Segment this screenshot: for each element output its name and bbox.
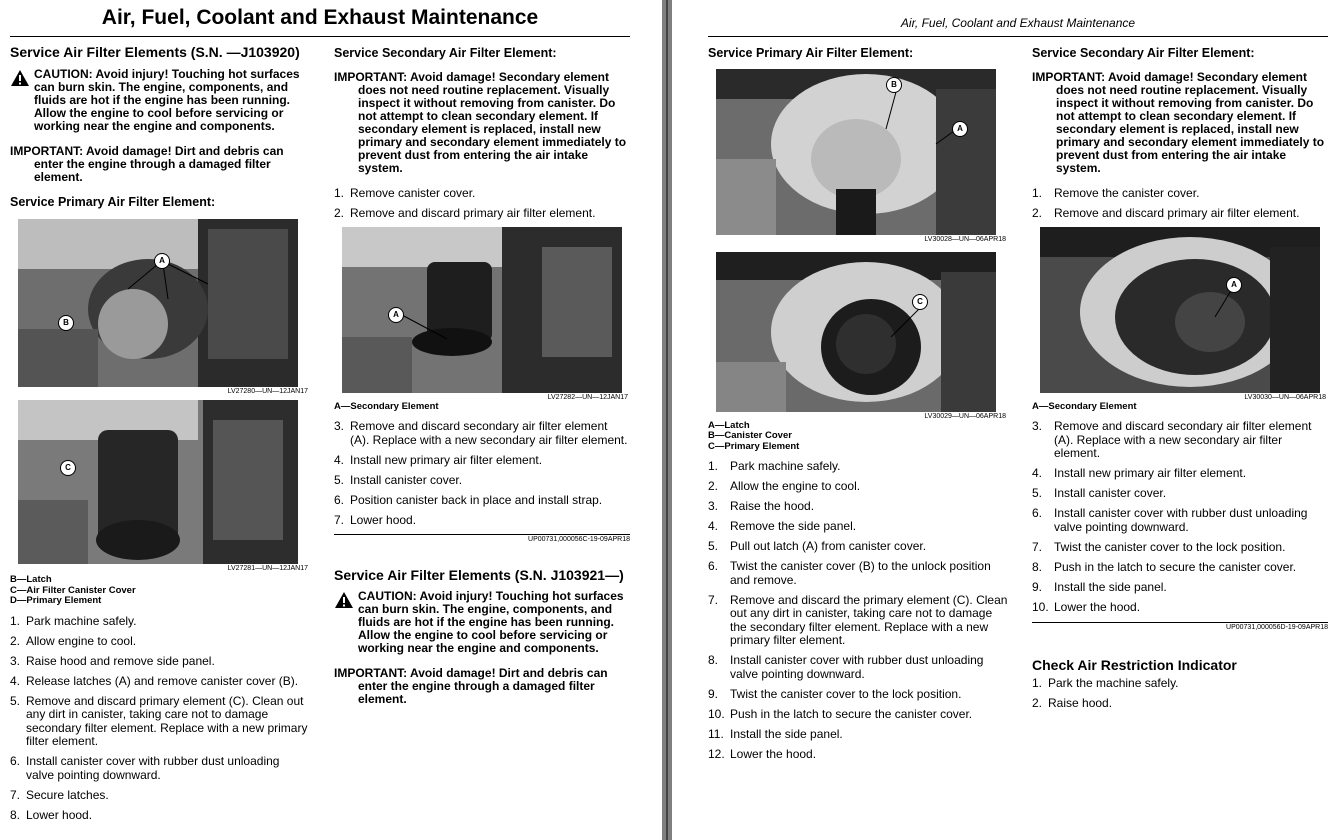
warning-triangle-icon — [334, 591, 354, 612]
subsection-heading: Service Secondary Air Filter Element: — [1032, 46, 1255, 60]
running-head: Air, Fuel, Coolant and Exhaust Maintenance — [900, 16, 1136, 30]
callout-b: B — [886, 77, 902, 93]
subsection-heading: Service Secondary Air Filter Element: — [334, 46, 557, 60]
right-page — [672, 0, 1342, 840]
list-item: 1. Remove the canister cover. — [1032, 185, 1200, 200]
callout-a: A — [1226, 277, 1242, 293]
list-item: 5. Pull out latch (A) from canister cover. — [708, 539, 927, 553]
steps-list — [1032, 420, 1328, 614]
list-item: 3. Raise hood and remove side panel. — [10, 653, 215, 668]
steps-list — [708, 460, 1008, 761]
steps-list — [10, 615, 310, 823]
list-item: 1. Park machine safely. — [10, 613, 137, 628]
list-item: 8. Install canister cover with rubber dust unloading valve pointing downward. — [708, 653, 984, 681]
list-item: 3. Raise the hood. — [708, 499, 815, 513]
list-item: 6. Install canister cover with rubber dust unloading valve pointing downward. — [1032, 506, 1308, 534]
left-column-1 — [10, 46, 310, 829]
list-item: 3. Remove and discard secondary air filter element (A). Replace with a new secondary air filter element. — [334, 419, 628, 447]
legend-item: B—Latch — [10, 574, 52, 585]
figure-code: LV30029—UN—06APR18 — [924, 412, 1006, 420]
figure-legend — [708, 421, 1008, 453]
canister-figure — [342, 227, 622, 393]
figure-code: LV27281—UN—12JAN17 — [227, 565, 308, 572]
list-item: 2. Remove and discard primary air filter element. — [1032, 205, 1300, 220]
figure-code: LV30028—UN—06APR18 — [924, 235, 1006, 243]
callout-a: A — [952, 121, 968, 137]
secondary-element-figure — [1040, 227, 1320, 393]
list-item: 8. Lower hood. — [10, 807, 93, 822]
left-column-2 — [334, 46, 630, 718]
list-item: 9. Install the side panel. — [1032, 579, 1167, 594]
list-item: 1. Park machine safely. — [708, 459, 841, 473]
list-item: 4. Remove the side panel. — [708, 519, 857, 533]
left-page — [0, 0, 662, 840]
callout-c: C — [60, 460, 76, 476]
subsection-heading: Service Primary Air Filter Element: — [708, 46, 914, 60]
engine-figure-2 — [18, 400, 298, 564]
caution-text: CAUTION: Avoid injury! Touching hot surfaces can burn skin. The engine, components, and fluids are hot if the engine has been running. Allow the engine to cool before servicing or working near the engine and components. — [358, 589, 624, 655]
list-item: 9. Twist the canister cover to the lock position. — [708, 686, 962, 701]
list-item: 6. Position canister back in place and install strap. — [334, 492, 603, 507]
caution-text: CAUTION: Avoid injury! Touching hot surfaces can burn skin. The engine, components, and fluids are hot if the engine has been running. Allow the engine to cool before servicing or working near the engine and components. — [34, 66, 300, 133]
legend-item: D—Primary Element — [10, 595, 102, 606]
caution-note — [10, 68, 310, 133]
list-item: 7. Lower hood. — [334, 512, 417, 527]
section-heading: Service Air Filter Elements (S.N. J103921—) — [334, 566, 624, 583]
callout-a: A — [388, 307, 404, 323]
list-item: 8. Push in the latch to secure the canister cover. — [1032, 559, 1297, 574]
figure-code: LV27280—UN—12JAN17 — [227, 388, 308, 395]
steps-list — [334, 187, 630, 221]
caution-note — [334, 590, 630, 655]
list-item: 4. Install new primary air filter element. — [334, 452, 543, 467]
important-note: IMPORTANT: Avoid damage! Dirt and debris can enter the engine through a damaged filter element. — [10, 143, 284, 184]
page-title: Air, Fuel, Coolant and Exhaust Maintenance — [101, 6, 539, 29]
list-item: 5. Install canister cover. — [1032, 486, 1167, 500]
list-item: 7. Twist the canister cover to the lock position. — [1032, 539, 1286, 554]
list-item: 6. Install canister cover with rubber dust unloading valve pointing downward. — [10, 754, 280, 782]
figure-code: LV27282—UN—12JAN17 — [547, 393, 628, 401]
warning-triangle-icon — [10, 69, 30, 90]
filter-figure-2 — [716, 252, 996, 412]
gutter-divider — [666, 0, 668, 840]
figure-legend — [10, 575, 310, 607]
right-column-2 — [1032, 46, 1328, 717]
list-item: 6. Twist the canister cover (B) to the unlock position and remove. — [708, 559, 991, 587]
list-item: 4. Release latches (A) and remove canister cover (B). — [10, 673, 299, 688]
list-item: 12. Lower the hood. — [708, 746, 817, 761]
list-item: 4. Install new primary air filter element. — [1032, 466, 1247, 480]
figure-legend: A—Secondary Element — [1032, 400, 1137, 412]
legend-item: C—Primary Element — [708, 440, 800, 452]
steps-list — [1032, 187, 1328, 221]
list-item: 7. Remove and discard the primary element (C). Clean out any dirt in canister, taking care not to damage the secondary filter element. Replace with a new primary filter element. — [708, 592, 1008, 647]
subsection-heading: Service Primary Air Filter Element: — [10, 194, 216, 209]
legend-item: B—Canister Cover — [708, 430, 792, 441]
figure-code: LV30030—UN—06APR18 — [1244, 393, 1326, 401]
legend-item: C—Air Filter Canister Cover — [10, 584, 136, 596]
figure-legend: A—Secondary Element — [334, 400, 439, 412]
engine-figure-1 — [18, 219, 298, 387]
callout-c: C — [912, 294, 928, 310]
list-item: 2. Remove and discard primary air filter element. — [334, 205, 596, 220]
list-item: 1. Park the machine safely. — [1032, 675, 1179, 690]
right-column-1 — [708, 46, 1008, 768]
list-item: 7. Secure latches. — [10, 787, 109, 802]
section-heading: Check Air Restriction Indicator — [1032, 657, 1237, 673]
list-item: 10. Lower the hood. — [1032, 599, 1141, 614]
header-rule — [708, 36, 1328, 37]
list-item: 5. Install canister cover. — [334, 472, 463, 487]
list-item: 11. Install the side panel. — [708, 726, 843, 741]
list-item: 10. Push in the latch to secure the canister cover. — [708, 706, 973, 721]
reference-code: UP00731,000056D-19-09APR18 — [1226, 624, 1328, 631]
important-note: IMPORTANT: Avoid damage! Secondary element does not need routine replacement. Visually inspect it without removing from canister. Do not attempt to clean secondary element. If secondary element is replaced, install new primary and secondary element immediately to prevent dust from entering the air intake system. — [1032, 69, 1325, 175]
callout-a: A — [154, 253, 170, 269]
callout-b: B — [58, 315, 74, 331]
list-item: 5. Remove and discard primary element (C). Clean out any dirt in canister, taking care not to damage secondary filter element. Replace with a new primary filter element. — [10, 693, 308, 748]
section-heading: Service Air Filter Elements (S.N. —J103920) — [10, 44, 300, 60]
title-rule — [10, 36, 630, 37]
list-item: 2. Allow engine to cool. — [10, 633, 137, 648]
list-item: 1. Remove canister cover. — [334, 185, 476, 200]
reference-code: UP00731,000056C-19-09APR18 — [528, 535, 630, 543]
list-item: 2. Allow the engine to cool. — [708, 479, 861, 493]
filter-figure-1 — [716, 69, 996, 235]
important-note: IMPORTANT: Avoid damage! Dirt and debris can enter the engine through a damaged filter element. — [334, 666, 608, 706]
list-item: 2. Raise hood. — [1032, 695, 1113, 710]
steps-list — [1032, 677, 1328, 711]
list-item: 3. Remove and discard secondary air filter element (A). Replace with a new secondary air filter element. — [1032, 419, 1312, 460]
legend-item: A—Latch — [708, 419, 750, 431]
important-note: IMPORTANT: Avoid damage! Secondary element does not need routine replacement. Visually inspect it without removing from canister. Do not attempt to clean secondary element. If secondary element is replaced, install new primary and secondary element immediately to prevent dust from entering the air intake system. — [334, 69, 627, 175]
steps-list — [334, 420, 630, 527]
